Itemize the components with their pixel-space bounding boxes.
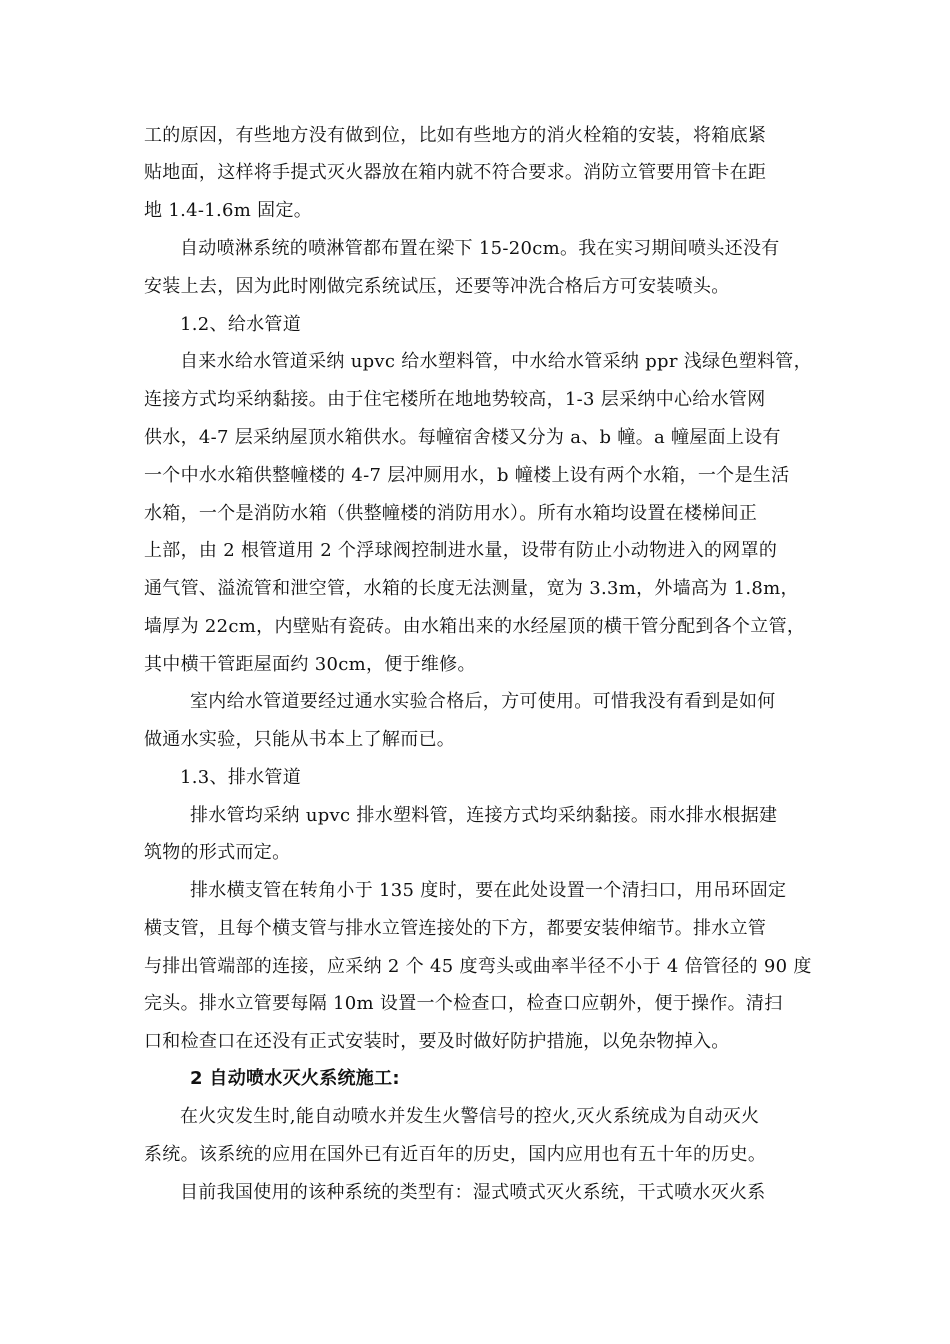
text-line: 做通水实验，只能从书本上了解而已。 — [144, 729, 456, 750]
text-line: 安装上去，因为此时刚做完系统试压，还要等冲洗合格后方可安装喷头。 — [144, 276, 730, 297]
text-line: 连接方式均采纳黏接。由于住宅楼所在地地势较高，1-3 层采纳中心给水管网 — [144, 389, 766, 410]
text-line: 墙厚为 22cm，内壁贴有瓷砖。由水箱出来的水经屋顶的横干管分配到各个立管， — [144, 616, 806, 637]
text-line: 口和检查口在还没有正式安装时，要及时做好防护措施，以免杂物掉入。 — [144, 1031, 730, 1052]
section-heading: 1.2、给水管道 — [180, 314, 302, 335]
text-line: 完头。排水立管要每隔 10m 设置一个检查口，检查口应朝外，便于操作。清扫 — [144, 993, 783, 1014]
paragraph-first-line: 目前我国使用的该种系统的类型有：湿式喷式灭火系统，干式喷水灭火系 — [180, 1182, 766, 1203]
text-line: 上部，由 2 根管道用 2 个浮球阀控制进水量，设带有防止小动物进入的网罩的 — [144, 540, 778, 561]
text-line: 与排出管端部的连接，应采纳 2 个 45 度弯头或曲率半径不小于 4 倍管径的 90 度 — [144, 956, 812, 977]
paragraph-first-line: 在火灾发生时,能自动喷水并发生火警信号的控火,灭火系统成为自动灭火 — [180, 1106, 760, 1127]
text-line: 一个中水水箱供整幢楼的 4-7 层冲厕用水，b 幢楼上设有两个水箱，一个是生活 — [144, 465, 790, 486]
text-line: 筑物的形式而定。 — [144, 842, 291, 863]
text-line: 系统。该系统的应用在国外已有近百年的历史，国内应用也有五十年的历史。 — [144, 1144, 767, 1165]
section-heading: 2 自动喷水灭火系统施工: — [190, 1068, 400, 1089]
text-line: 工的原因，有些地方没有做到位，比如有些地方的消火栓箱的安装，将箱底紧 — [144, 125, 767, 146]
paragraph-first-line: 排水管均采纳 upvc 排水塑料管，连接方式均采纳黏接。雨水排水根据建 — [190, 805, 778, 826]
paragraph-first-line: 自动喷淋系统的喷淋管都布置在梁下 15-20cm。我在实习期间喷头还没有 — [180, 238, 780, 259]
text-line: 其中横干管距屋面约 30cm，便于维修。 — [144, 654, 476, 675]
paragraph-first-line: 排水横支管在转角小于 135 度时，要在此处设置一个清扫口，用吊环固定 — [190, 880, 787, 901]
text-line: 地 1.4-1.6m 固定。 — [144, 200, 313, 221]
paragraph-first-line: 自来水给水管道采纳 upvc 给水塑料管，中水给水管采纳 ppr 浅绿色塑料管， — [180, 351, 812, 372]
paragraph-first-line: 室内给水管道要经过通水实验合格后，方可使用。可惜我没有看到是如何 — [190, 691, 776, 712]
section-heading: 1.3、排水管道 — [180, 767, 302, 788]
text-line: 水箱，一个是消防水箱（供整幢楼的消防用水）。所有水箱均设置在楼梯间正 — [144, 503, 758, 524]
text-line: 通气管、溢流管和泄空管，水箱的长度无法测量，宽为 3.3m，外墙高为 1.8m， — [144, 578, 799, 599]
text-line: 横支管，且每个横支管与排水立管连接处的下方，都要安装伸缩节。排水立管 — [144, 918, 767, 939]
text-line: 贴地面，这样将手提式灭火器放在箱内就不符合要求。消防立管要用管卡在距 — [144, 162, 767, 183]
text-line: 供水，4-7 层采纳屋顶水箱供水。每幢宿舍楼又分为 a、b 幢。a 幢屋面上设有 — [144, 427, 781, 448]
